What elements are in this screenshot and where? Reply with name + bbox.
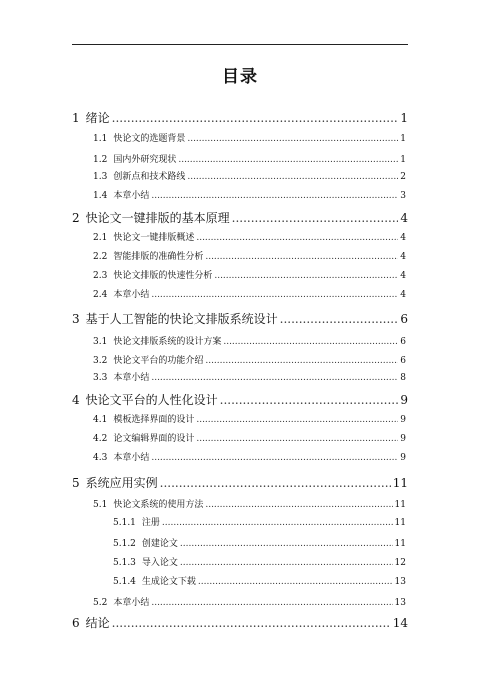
toc-entry-number: 5.1.4	[113, 577, 136, 587]
toc-entry-page: 9	[400, 393, 408, 407]
toc-entry-page: 1	[400, 134, 406, 144]
toc-entry-page: 1	[400, 155, 406, 165]
toc-entry-number: 5.1.3	[113, 558, 136, 568]
toc-entry-title: 模板选择界面的设计	[113, 415, 195, 425]
toc-leader-dots	[232, 211, 399, 225]
toc-entry-page: 13	[394, 598, 406, 608]
toc-entry-title: 快论文排版的快速性分析	[113, 271, 213, 281]
toc-leader-dots	[151, 598, 392, 608]
toc-entry[interactable]	[72, 391, 408, 408]
toc-entry-page: 6	[400, 337, 406, 347]
toc-entry-number: 2	[72, 211, 80, 225]
toc-entry-title: 快论文一键排版概述	[113, 233, 195, 243]
toc-entry-number: 1.2	[93, 155, 108, 165]
toc-entry-page: 13	[394, 577, 406, 587]
toc-entry-title: 本章小结	[113, 598, 150, 608]
toc-entry-title: 论文编辑界面的设计	[113, 434, 195, 444]
toc-leader-dots	[180, 539, 393, 549]
toc-entry-number: 5.2	[93, 598, 108, 608]
toc-entry-number: 4.3	[93, 453, 108, 463]
toc-entry-title: 智能排版的准确性分析	[113, 252, 204, 262]
toc-entry-title: 系统应用实例	[85, 476, 158, 490]
toc-entry-page: 9	[400, 434, 406, 444]
toc-entry-title: 本章小结	[113, 373, 150, 383]
toc-entry-page: 11	[394, 539, 406, 549]
toc-entry[interactable]	[93, 268, 406, 281]
toc-entry-number: 5	[72, 476, 80, 490]
toc-entry[interactable]	[93, 188, 406, 201]
toc-entry-number: 1.3	[93, 172, 108, 182]
toc-entry-number: 1.4	[93, 191, 108, 201]
toc-entry-number: 4.2	[93, 434, 108, 444]
toc-leader-dots	[112, 111, 399, 125]
toc-leader-dots	[151, 453, 398, 463]
toc-leader-dots	[214, 271, 398, 281]
toc-entry-number: 4	[72, 393, 80, 407]
toc-entry-page: 8	[400, 373, 406, 383]
toc-entry[interactable]	[93, 152, 406, 165]
toc-entry[interactable]	[93, 412, 406, 425]
toc-entry-title: 快论文系统的使用方法	[113, 500, 204, 510]
toc-entry-number: 5.1.2	[113, 539, 136, 549]
toc-entry[interactable]	[72, 209, 408, 226]
toc-entry-page: 2	[400, 172, 406, 182]
toc-entry-page: 12	[394, 558, 406, 568]
toc-entry-title: 创新点和技术路线	[113, 172, 186, 182]
toc-entry-number: 3.1	[93, 337, 108, 347]
toc-entry-page: 11	[394, 500, 406, 510]
toc-entry-page: 4	[400, 233, 406, 243]
toc-entry-title: 本章小结	[113, 290, 150, 300]
toc-entry[interactable]	[93, 169, 406, 182]
toc-entry[interactable]	[93, 249, 406, 262]
toc-entry-page: 9	[400, 453, 406, 463]
toc-entry-number: 2.4	[93, 290, 108, 300]
toc-entry-number: 2.2	[93, 252, 108, 262]
toc-leader-dots	[280, 312, 399, 326]
toc-leader-dots	[151, 290, 398, 300]
toc-entry-title: 注册	[141, 518, 160, 528]
toc-entry[interactable]	[93, 370, 406, 383]
toc-entry[interactable]	[93, 431, 406, 444]
toc-entry-title: 生成论文下载	[141, 577, 196, 587]
toc-leader-dots	[196, 233, 398, 243]
toc-leader-dots	[160, 476, 391, 490]
toc-entry-number: 1.1	[93, 134, 108, 144]
toc-leader-dots	[196, 434, 398, 444]
toc-entry-page: 6	[400, 312, 408, 326]
toc-leader-dots	[178, 155, 398, 165]
toc-entry-page: 4	[400, 271, 406, 281]
toc-entry-number: 1	[72, 111, 80, 125]
toc-entry-page: 3	[400, 191, 406, 201]
toc-entry[interactable]	[113, 555, 406, 568]
toc-entry[interactable]	[93, 497, 406, 510]
toc-entry-number: 2.3	[93, 271, 108, 281]
toc-entry-number: 6	[72, 616, 80, 630]
toc-entry[interactable]	[93, 230, 406, 243]
toc-entry-page: 1	[400, 111, 408, 125]
toc-entry-page: 4	[400, 211, 408, 225]
toc-leader-dots	[205, 252, 398, 262]
toc-entry-title: 导入论文	[141, 558, 178, 568]
toc-leader-dots	[196, 415, 398, 425]
toc-entry-title: 本章小结	[113, 191, 150, 201]
toc-entry[interactable]	[72, 109, 408, 126]
page-title: 目录	[222, 67, 258, 87]
toc-entry[interactable]	[113, 536, 406, 549]
toc-entry-page: 9	[400, 415, 406, 425]
toc-entry-number: 3	[72, 312, 80, 326]
toc-leader-dots	[151, 191, 398, 201]
toc-entry-number: 5.1.1	[113, 518, 136, 528]
header-rule	[72, 44, 408, 45]
toc-entry[interactable]	[113, 515, 406, 528]
toc-entry[interactable]	[113, 574, 406, 587]
toc-leader-dots	[205, 500, 392, 510]
toc-entry-title: 快论文排版系统的设计方案	[113, 337, 222, 347]
toc-entry-number: 5.1	[93, 500, 108, 510]
toc-entry[interactable]	[93, 450, 406, 463]
toc-leader-dots	[187, 172, 398, 182]
toc-entry-title: 快论文的选题背景	[113, 134, 186, 144]
toc-entry-title: 创建论文	[141, 539, 178, 549]
toc-entry[interactable]	[93, 334, 406, 347]
toc-entry-title: 结论	[85, 616, 110, 630]
toc-entry[interactable]	[93, 287, 406, 300]
toc-entry-title: 快论文一键排版的基本原理	[85, 211, 230, 225]
toc-entry-title: 快论文平台的功能介绍	[113, 356, 204, 366]
toc-entry-number: 2.1	[93, 233, 108, 243]
toc-entry-page: 4	[400, 252, 406, 262]
toc-leader-dots	[198, 577, 393, 587]
toc-entry-page: 6	[400, 356, 406, 366]
toc-entry-number: 3.3	[93, 373, 108, 383]
toc-leader-dots	[187, 134, 398, 144]
toc-entry[interactable]	[93, 595, 406, 608]
toc-entry-number: 3.2	[93, 356, 108, 366]
toc-leader-dots	[151, 373, 398, 383]
toc-entry[interactable]	[72, 310, 408, 327]
toc-leader-dots	[223, 337, 398, 347]
toc-entry-page: 14	[392, 616, 408, 630]
toc-entry[interactable]	[93, 353, 406, 366]
toc-entry-page: 11	[394, 518, 406, 528]
toc-entry-title: 快论文平台的人性化设计	[85, 393, 218, 407]
toc-entry-title: 绪论	[85, 111, 110, 125]
toc-entry[interactable]	[72, 474, 408, 491]
toc-leader-dots	[162, 518, 393, 528]
toc-entry[interactable]	[93, 131, 406, 144]
toc-entry-title: 国内外研究现状	[113, 155, 177, 165]
toc-entry-page: 4	[400, 290, 406, 300]
toc-entry-number: 4.1	[93, 415, 108, 425]
toc-entry-title: 基于人工智能的快论文排版系统设计	[85, 312, 278, 326]
toc-leader-dots	[112, 616, 391, 630]
toc-entry-page: 11	[392, 476, 408, 490]
toc-entry-title: 本章小结	[113, 453, 150, 463]
toc-leader-dots	[220, 393, 399, 407]
toc-leader-dots	[205, 356, 398, 366]
toc-leader-dots	[180, 558, 393, 568]
toc-entry[interactable]	[72, 614, 408, 631]
